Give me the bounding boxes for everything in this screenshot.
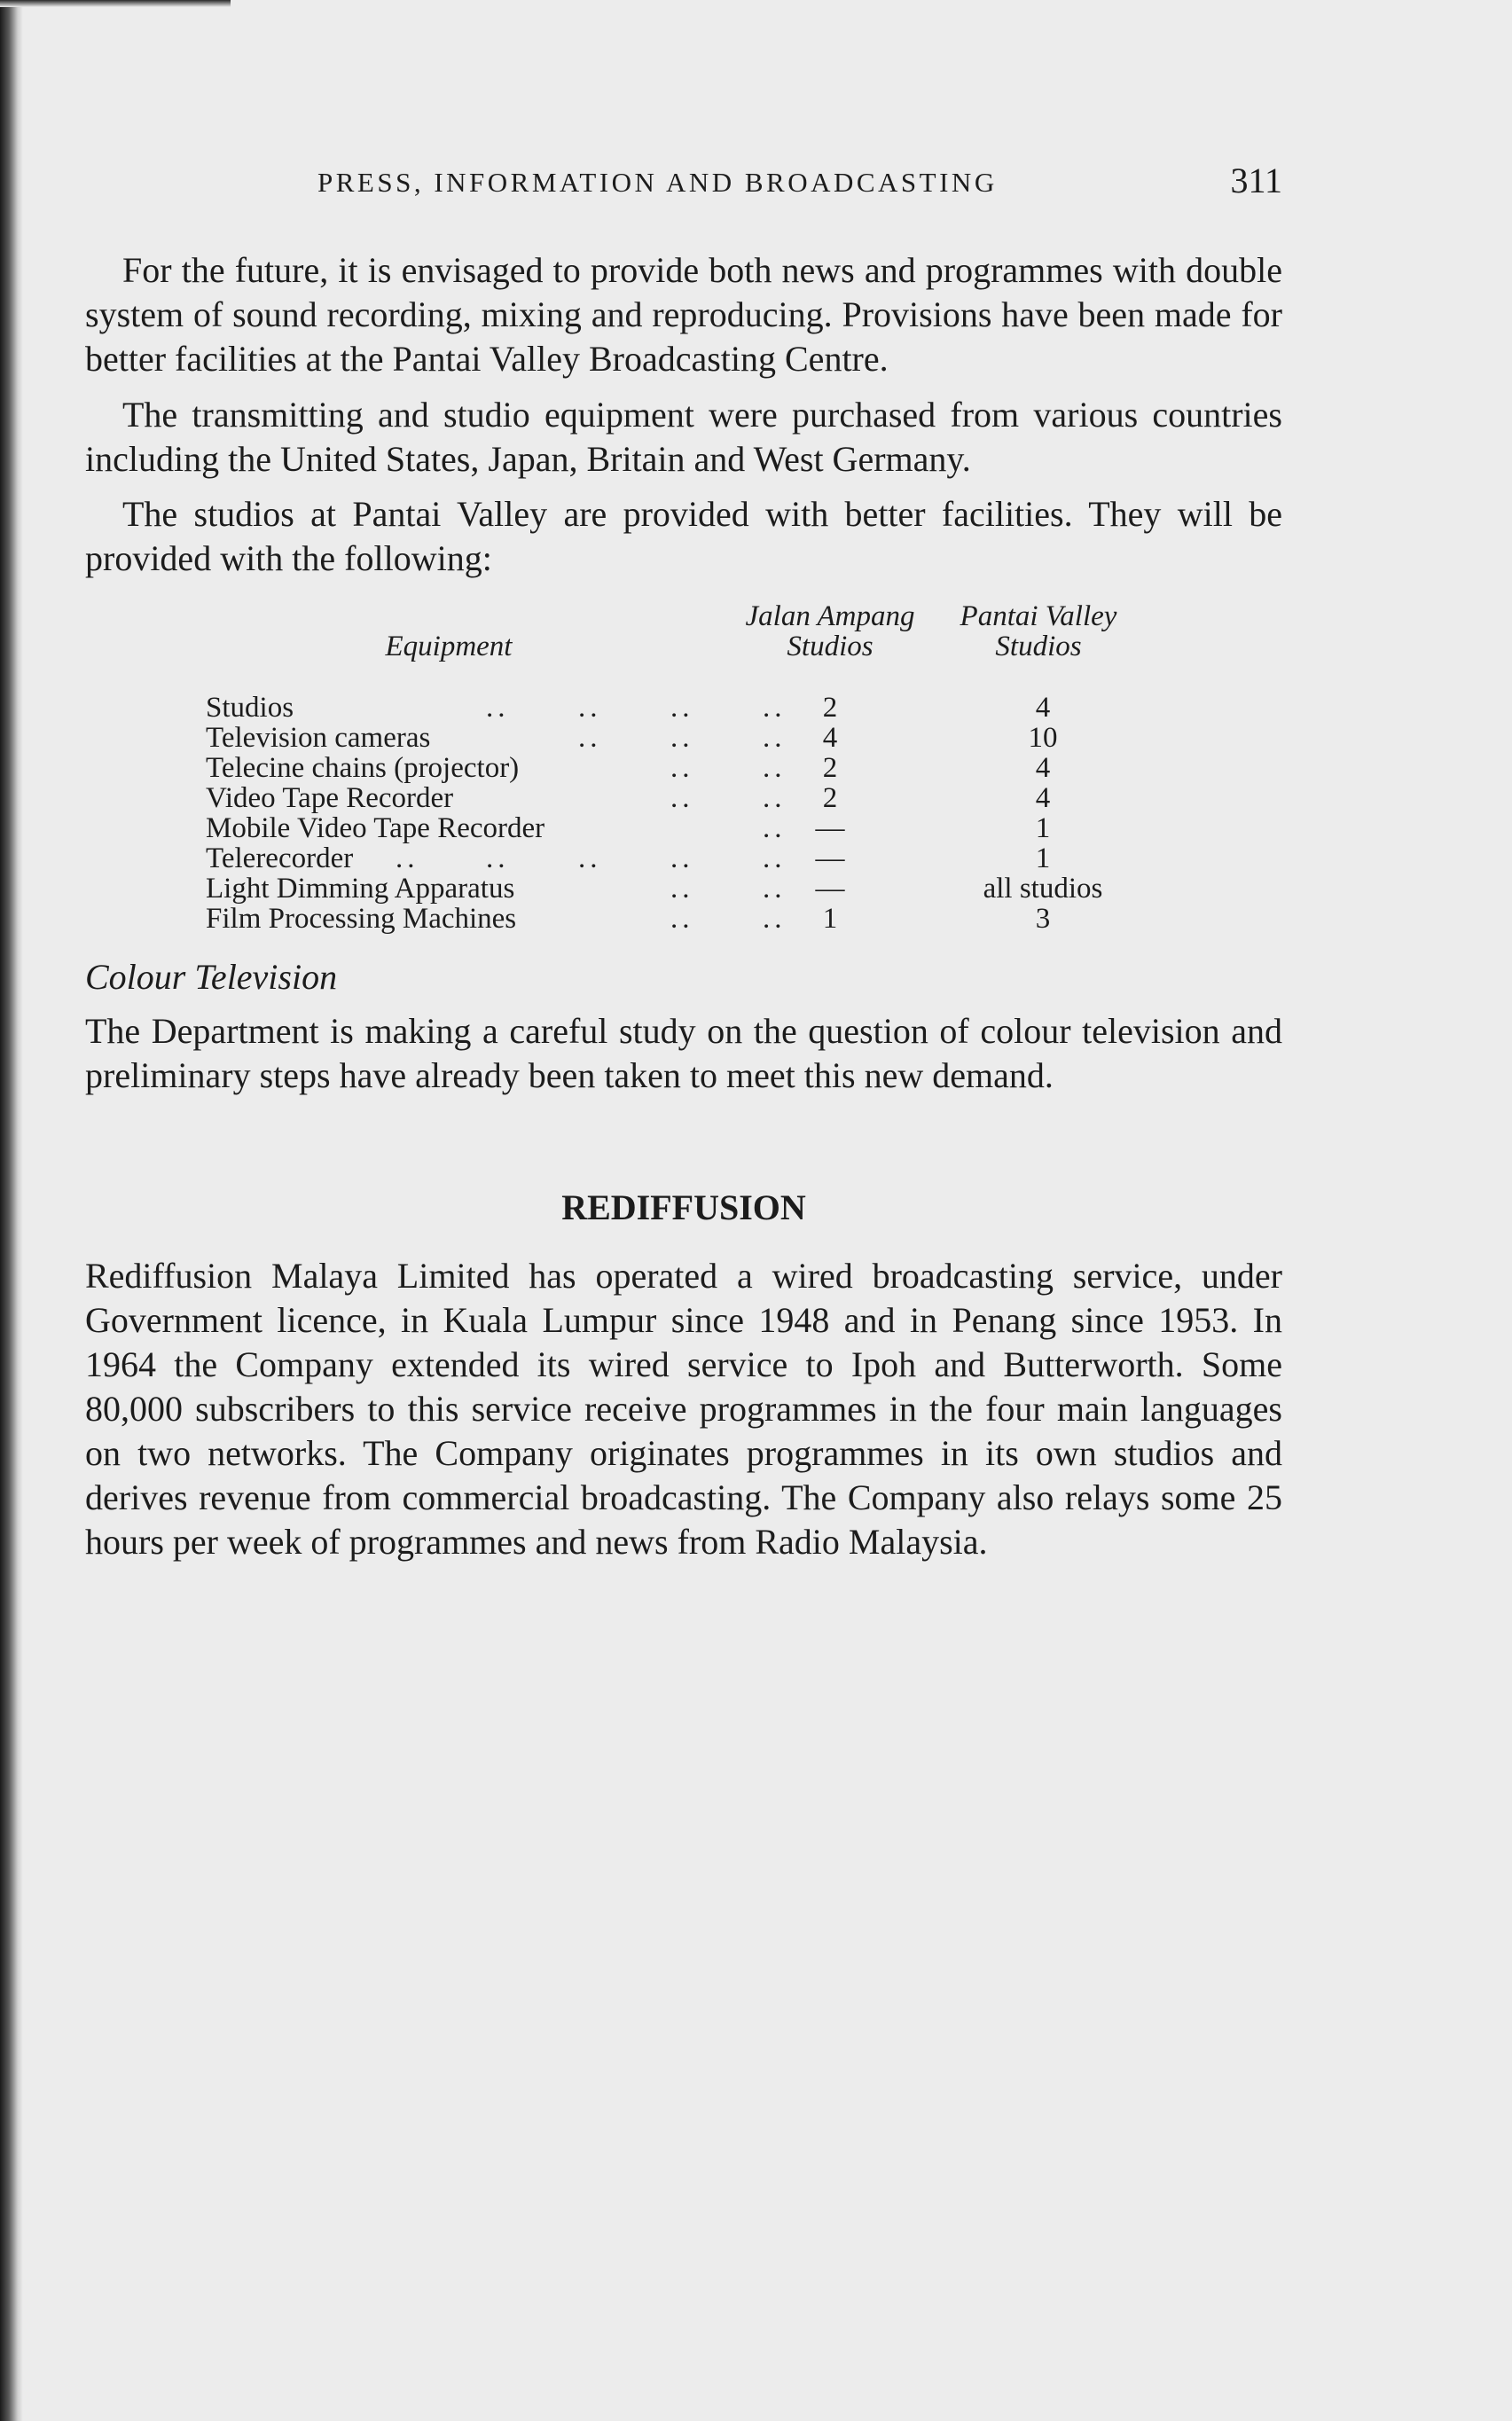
rediffusion-heading: REDIFFUSION — [561, 1187, 806, 1227]
table-row — [85, 812, 1282, 842]
jalan-ampang-count: 1 — [822, 903, 838, 935]
pantai-valley-count: 4 — [1035, 692, 1051, 724]
paragraph-future-plans: For the future, it is envisaged to provide both news and programmes with double system of sound recording, mixing and reproducing. Provisions have been made for better facilities at the Pantai Valley Broadcasting Centre. — [85, 250, 1282, 379]
column-header-jalan-ampang — [710, 601, 950, 662]
pantai-valley-count: 1 — [1035, 842, 1051, 874]
table-row — [85, 842, 1282, 873]
colour-television-heading: Colour Television — [85, 957, 338, 997]
table-row — [85, 903, 1282, 933]
leader-dots: .. .. — [670, 752, 787, 784]
jalan-ampang-count: — — [815, 842, 845, 874]
table-row — [85, 722, 1282, 752]
table-row — [85, 752, 1282, 782]
jalan-ampang-count: 4 — [822, 722, 838, 754]
pantai-valley-count: 3 — [1035, 903, 1051, 935]
equipment-name: Telerecorder — [206, 842, 354, 874]
leader-dots: .. .. .. .. .. — [396, 842, 787, 874]
pantai-valley-count: 4 — [1035, 752, 1051, 784]
jalan-ampang-count: — — [815, 873, 845, 905]
column-header-pantai-valley-line1: Pantai Valley — [960, 600, 1117, 632]
equipment-table — [85, 601, 1282, 938]
equipment-name: Mobile Video Tape Recorder — [206, 812, 545, 844]
running-head: PRESS, INFORMATION AND BROADCASTING — [317, 167, 998, 198]
column-header-pantai-valley-line2: Studios — [995, 631, 1082, 662]
equipment-name: Studios — [206, 692, 294, 724]
page-edge-shadow — [0, 0, 23, 2421]
paragraph-pantai-facilities: The studios at Pantai Valley are provided with better facilities. They will be provided with the following: — [85, 494, 1282, 578]
leader-dots: .. .. — [670, 873, 787, 905]
paragraph-rediffusion: Rediffusion Malaya Limited has operated a wired broadcasting service, under Government licence, in Kuala Lumpur since 1948 and in Penang since 1953. In 1964 the Company extended its wired service to Ipoh and Butterworth. Some 80,000 subscribers to this service receive programmes in the four main languages on two networks. The Company originates programmes in its own studios and derives revenue from commercial broadcasting. The Company also relays some 25 hours per week of programmes and news from Radio Malaysia. — [85, 1256, 1282, 1562]
column-header-jalan-ampang-line1: Jalan Ampang — [745, 600, 915, 632]
leader-dots: .. .. .. — [578, 722, 787, 754]
equipment-name: Video Tape Recorder — [206, 782, 454, 814]
column-header-jalan-ampang-line2: Studios — [787, 631, 874, 662]
column-header-pantai-valley — [919, 601, 1158, 662]
page-number: 311 — [1230, 161, 1282, 200]
jalan-ampang-count: 2 — [822, 692, 838, 724]
table-row — [85, 782, 1282, 812]
paragraph-equipment-origin: The transmitting and studio equipment were purchased from various countries including the United States, Japan, Britain and West Germany. — [85, 395, 1282, 479]
table-row — [85, 692, 1282, 722]
jalan-ampang-count: — — [815, 812, 845, 844]
leader-dots: .. .. — [670, 903, 787, 935]
table-row — [85, 873, 1282, 903]
pantai-valley-count: 1 — [1035, 812, 1051, 844]
leader-dots: .. .. .. .. — [486, 692, 787, 724]
leader-dots: .. .. — [670, 782, 787, 814]
equipment-name: Film Processing Machines — [206, 903, 517, 935]
jalan-ampang-count: 2 — [822, 752, 838, 784]
page-top-shadow — [0, 0, 231, 7]
page-header — [85, 160, 1282, 213]
paragraph-colour-television: The Department is making a careful study on the question of colour television and preliminary steps have already been taken to meet this new demand. — [85, 1011, 1282, 1095]
equipment-name: Television cameras — [206, 722, 431, 754]
pantai-valley-count: 4 — [1035, 782, 1051, 814]
leader-dots: .. — [763, 812, 787, 844]
equipment-name: Telecine chains (projector) — [206, 752, 520, 784]
pantai-valley-count: 10 — [1028, 722, 1058, 754]
pantai-valley-count: all studios — [983, 873, 1103, 905]
jalan-ampang-count: 2 — [822, 782, 838, 814]
column-header-equipment: Equipment — [385, 631, 513, 662]
equipment-name: Light Dimming Apparatus — [206, 873, 515, 905]
